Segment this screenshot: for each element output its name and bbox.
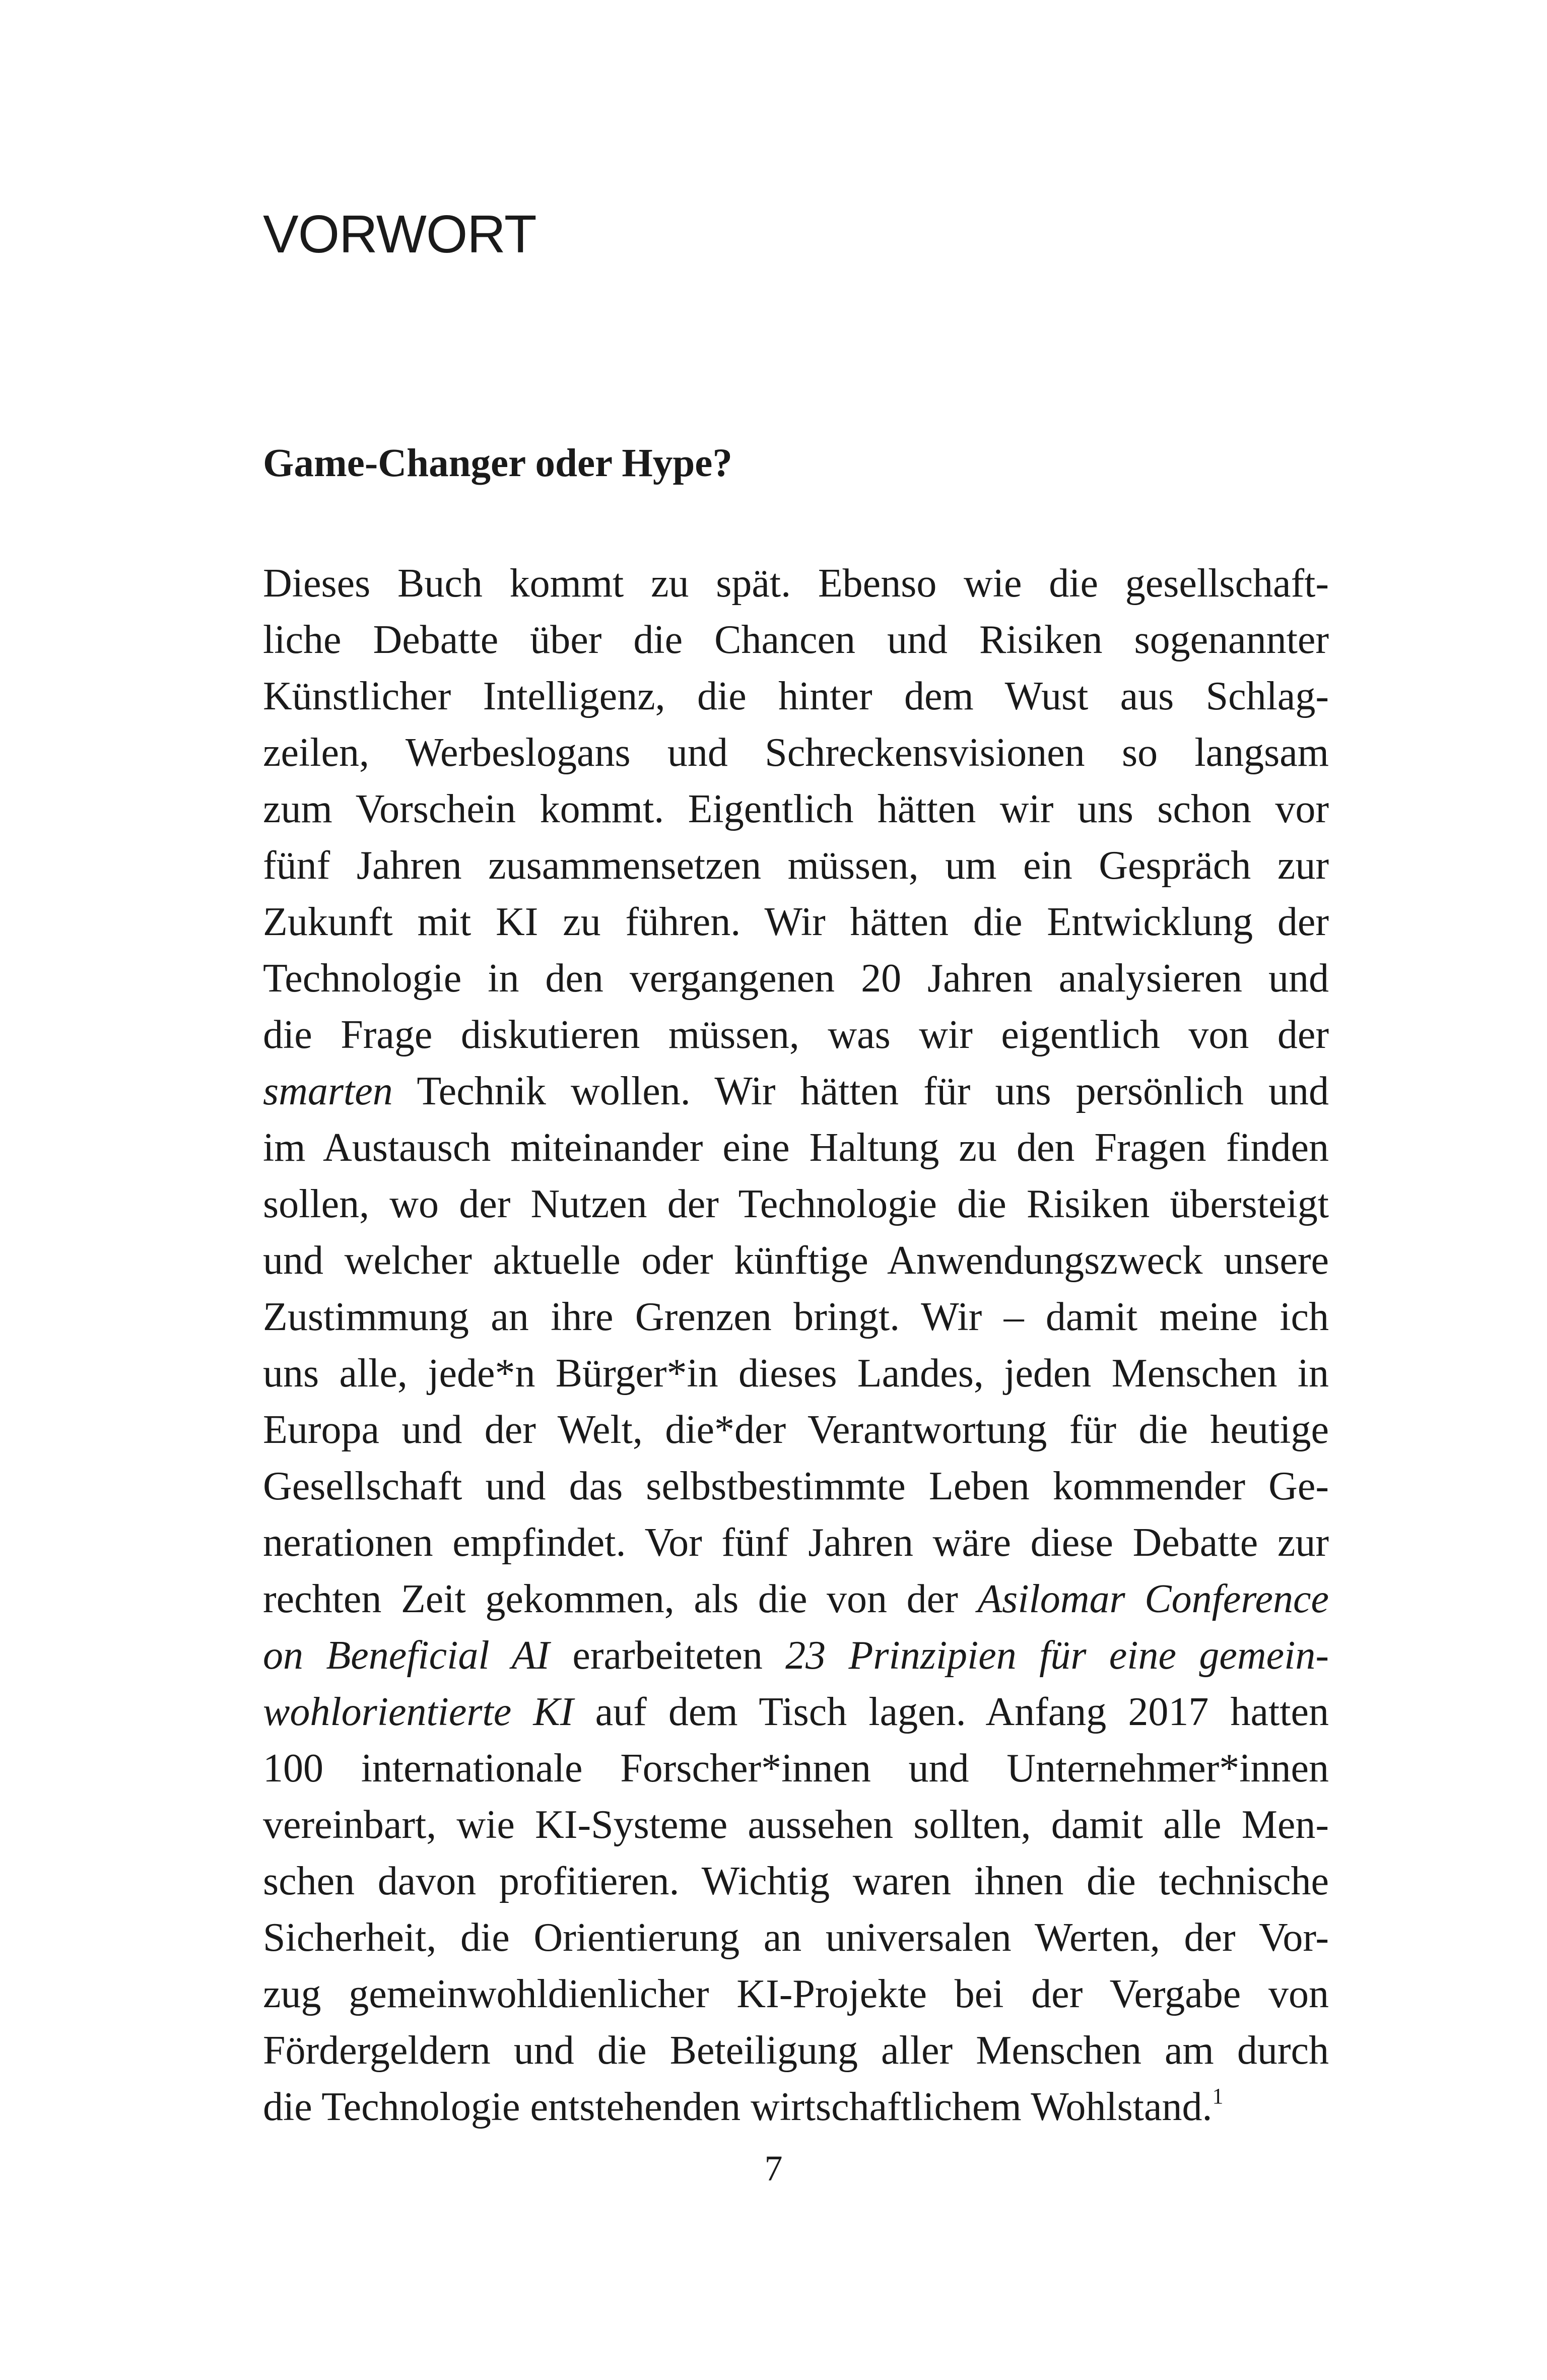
text-line: vereinbart, wie KI-Systeme aussehen sollten, damit alle Men-: [263, 1803, 1329, 1847]
text-line: schen davon profitieren. Wichtig waren ihnen die technische: [263, 1859, 1329, 1903]
text-line: Zustimmung an ihre Grenzen bringt. Wir – damit meine ich: [263, 1295, 1329, 1339]
text-line: sollen, wo der Nutzen der Technologie die Risiken übersteigt: [263, 1182, 1329, 1226]
text-line: [263, 1571, 1329, 1627]
text-line: zug gemeinwohldienlicher KI-Projekte bei der Vergabe von: [263, 1972, 1329, 2016]
text-line: Gesellschaft und das selbstbestimmte Leben kommender Ge-: [263, 1464, 1329, 1508]
text-line: nerationen empfindet. Vor fünf Jahren wäre diese Debatte zur: [263, 1520, 1329, 1565]
text-run: Technik wollen. Wir hätten für uns persönlich und: [392, 1069, 1329, 1113]
body-paragraph: [263, 555, 1329, 2135]
text-line: Künstlicher Intelligenz, die hinter dem Wust aus Schlag-: [263, 674, 1329, 718]
text-line: [263, 1063, 1329, 1119]
text-run: die Technologie entstehenden wirtschaftlichem Wohlstand.: [263, 2085, 1213, 2129]
italic-term: Asilomar Conference: [977, 1577, 1329, 1621]
text-line: Sicherheit, die Orientierung an universalen Werten, der Vor-: [263, 1915, 1329, 1960]
text-line: Dieses Buch kommt zu spät. Ebenso wie die gesellschaft-: [263, 561, 1329, 606]
text-line: die Frage diskutieren müssen, was wir eigentlich von der: [263, 1013, 1329, 1057]
page-number: 7: [764, 2148, 783, 2189]
text-line: [263, 2079, 1329, 2135]
text-run: erarbeiteten: [550, 1633, 786, 1678]
footnote-marker[interactable]: 1: [1212, 2084, 1224, 2108]
italic-term: wohlorientierte KI: [263, 1690, 574, 1734]
text-line: Europa und der Welt, die*der Verantwortung für die heutige: [263, 1408, 1329, 1452]
text-line: 100 internationale Forscher*innen und Unternehmer*innen: [263, 1746, 1329, 1791]
text-line: Fördergeldern und die Beteiligung aller Menschen am durch: [263, 2028, 1329, 2073]
italic-term: on Beneficial AI: [263, 1633, 550, 1678]
section-heading: Game-Changer oder Hype?: [263, 441, 732, 485]
text-line: Technologie in den vergangenen 20 Jahren analysieren und: [263, 956, 1329, 1001]
chapter-title: VORWORT: [263, 205, 536, 264]
text-line: zum Vorschein kommt. Eigentlich hätten wir uns schon vor: [263, 787, 1329, 831]
text-line: und welcher aktuelle oder künftige Anwendungszweck unsere: [263, 1238, 1329, 1283]
text-line: uns alle, jede*n Bürger*in dieses Landes, jeden Menschen in: [263, 1351, 1329, 1396]
text-line: [263, 1684, 1329, 1740]
text-line: Zukunft mit KI zu führen. Wir hätten die Entwicklung der: [263, 900, 1329, 944]
text-line: fünf Jahren zusammensetzen müssen, um ein Gespräch zur: [263, 843, 1329, 888]
text-run: rechten Zeit gekommen, als die von der: [263, 1577, 978, 1621]
text-line: im Austausch miteinander eine Haltung zu den Fragen finden: [263, 1126, 1329, 1170]
text-line: zeilen, Werbeslogans und Schreckensvisionen so langsam: [263, 731, 1329, 775]
text-line: liche Debatte über die Chancen und Risiken sogenannter: [263, 618, 1329, 662]
italic-term: 23 Prinzipien für eine gemein-: [785, 1633, 1329, 1678]
text-run: auf dem Tisch lagen. Anfang 2017 hatten: [573, 1690, 1329, 1734]
italic-term: smarten: [263, 1069, 393, 1113]
text-line: [263, 1627, 1329, 1684]
